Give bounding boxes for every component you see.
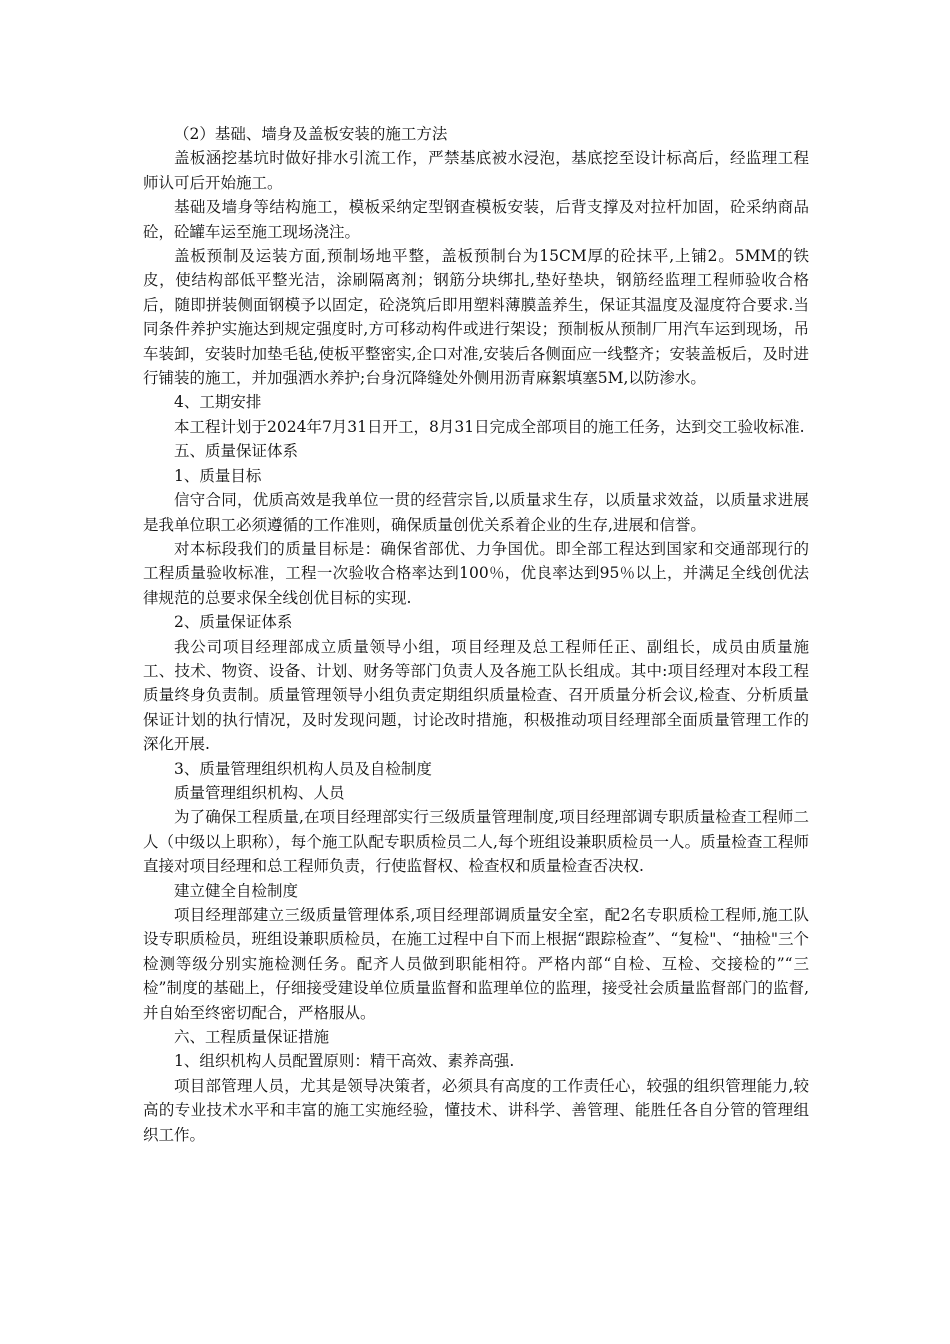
heading-quality-organization: 3、质量管理组织机构人员及自检制度 [174,759,432,778]
paragraph-schedule: 本工程计划于2024年7月31日开工，8月31日完成全部项目的施工任务，达到交工验收标准. [174,417,805,436]
heading-foundation-methods: （2）基础、墙身及盖板安装的施工方法 [174,125,448,143]
heading-quality-goal: 1、质量目标 [174,466,262,485]
heading-quality-measures: 六、工程质量保证措施 [174,1028,330,1047]
paragraph-three-level-system: 为了确保工程质量,在项目经理部实行三级质量管理制度,项目经理部调专职质量检查工程师二人（中级以上职称），每个施工队配专职质检员二人,每个班组设兼职质检员一人。质量检查工程师直接对项目经理和总工程师负责，行使监督权、检查权和质量检查否决权. [143,808,809,876]
paragraph-excavation: 盖板涵挖基坑时做好排水引流工作，严禁基底被水浸泡，基底挖至设计标高后，经监理工程师认可后开始施工。 [143,149,809,192]
heading-staffing-principle: 1、组织机构人员配置原则：精干高效、素养高强. [174,1052,515,1071]
paragraph-self-inspection: 项目经理部建立三级质量管理体系,项目经理部调质量安全室，配2名专职质检工程师,施工队设专职质检员，班组设兼职质检员，在施工过程中自下而上根据“跟踪检查”、“复检"、“抽检"三个检测等级分别实施检测任务。配齐人员做到职能相符。严格内部“自检、互检、交接检的”“三检”制度的基础上，仔细接受建设单位质量监督和监理单位的监理，接受社会质量监督部门的监督,并自始至终密切配合，严格服从。 [143,906,809,1022]
paragraph-quality-target: 对本标段我们的质量目标是：确保省部优、力争国优。即全部工程达到国家和交通部现行的工程质量验收标准，工程一次验收合格率达到100％，优良率达到95％以上，并满足全线创优法律规范的总要求保全线创优目标的实现. [143,539,809,607]
paragraph-management-staff: 项目部管理人员，尤其是领导决策者，必须具有高度的工作责任心，较强的组织管理能力,较高的专业技术水平和丰富的施工实施经验，懂技术、讲科学、善管理、能胜任各自分管的管理组织工作。 [143,1076,809,1144]
subheading-self-inspection: 建立健全自检制度 [174,881,299,900]
heading-quality-system: 五、质量保证体系 [174,442,299,461]
subheading-organization-staff: 质量管理组织机构、人员 [174,783,345,802]
paragraph-quality-principle: 信守合同，优质高效是我单位一贯的经营宗旨,以质量求生存，以质量求效益，以质量求进展是我单位职工必须遵循的工作准则，确保质量创优关系着企业的生存,进展和信誉。 [143,491,809,534]
document-body [143,122,809,1147]
heading-schedule: 4、工期安排 [174,393,262,412]
paragraph-precast-slab: 盖板预制及运装方面,预制场地平整，盖板预制台为15CM厚的砼抹平,上铺2。5MM的铁皮，使结构部低平整光洁，涂刷隔离剂；钢筋分块绑扎,垫好垫块，钢筋经监理工程师验收合格后，随即拼装侧面钢模予以固定，砼浇筑后即用塑料薄膜盖养生，保证其温度及湿度符合要求.当同条件养护实施达到规定强度时,方可移动构件或进行架设；预制板从预制厂用汽车运到现场，吊车装卸，安装时加垫毛毡,使板平整密实,企口对准,安装后各侧面应一线整齐；安装盖板后，及时进行铺装的施工，并加强洒水养护;台身沉降缝处外侧用沥青麻絮填塞5M,以防渗水。 [143,247,809,388]
paragraph-formwork: 基础及墙身等结构施工，模板采纳定型钢查模板安装，后背支撑及对拉杆加固，砼采纳商品砼，砼罐车运至施工现场浇注。 [143,198,809,241]
heading-quality-assurance: 2、质量保证体系 [174,613,293,632]
paragraph-quality-group: 我公司项目经理部成立质量领导小组，项目经理及总工程师任正、副组长，成员由质量施工、技术、物资、设备、计划、财务等部门负责人及各施工队长组成。其中:项目经理对本段工程质量终身负责制。质量管理领导小组负责定期组织质量检查、召开质量分析会议,检查、分析质量保证计划的执行情况，及时发现问题，讨论改时措施，积极推动项目经理部全面质量管理工作的深化开展. [143,637,809,754]
